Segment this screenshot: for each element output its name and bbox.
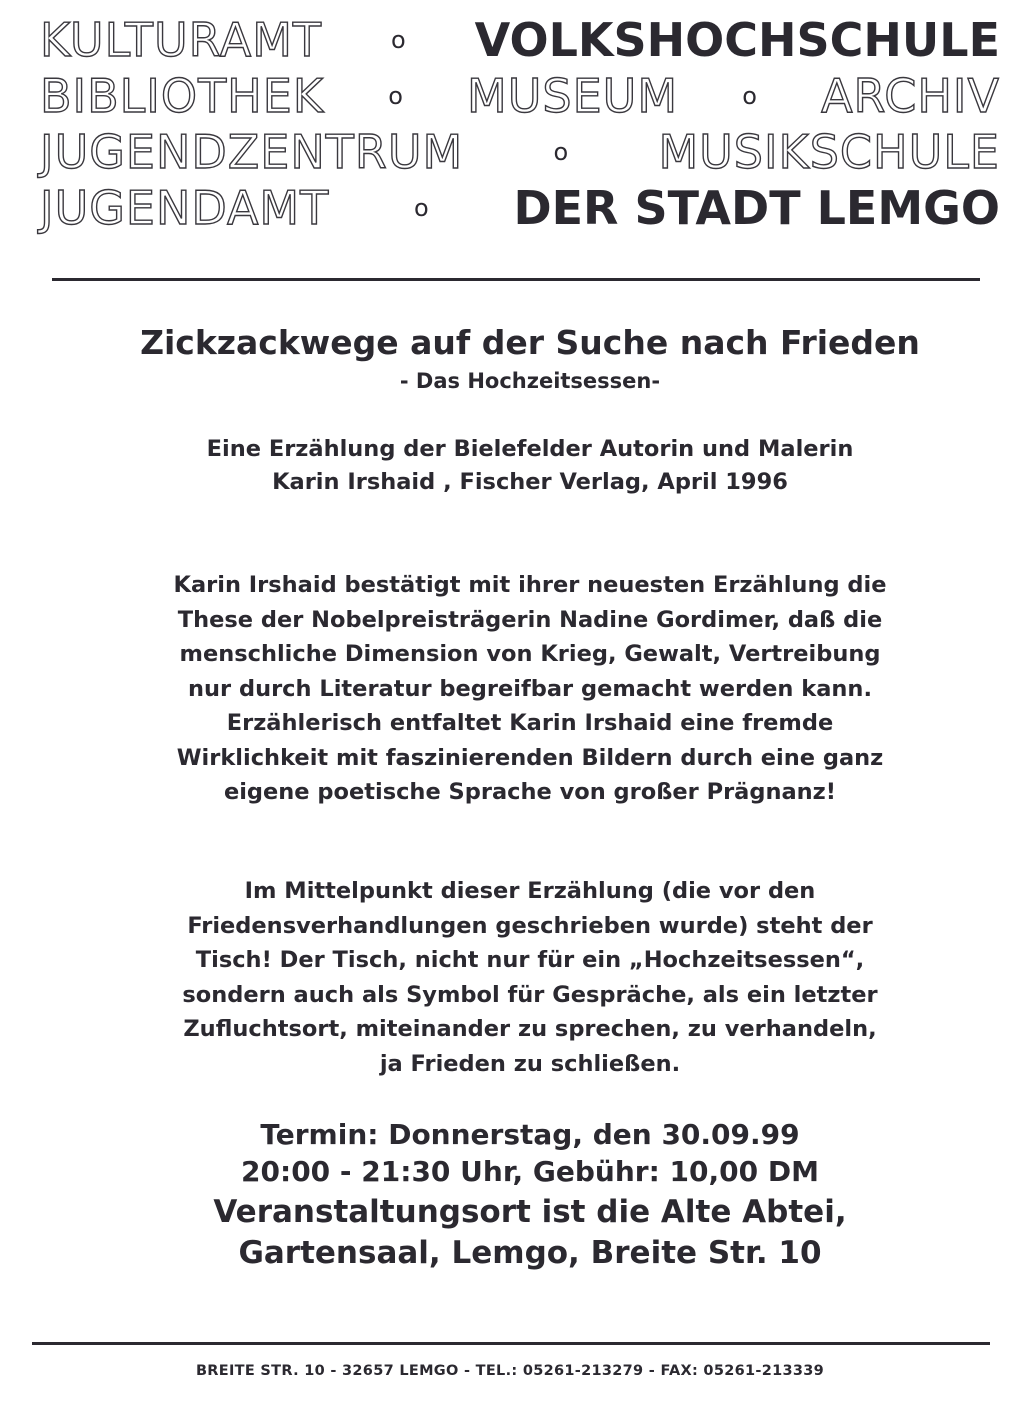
intro-line: Eine Erzählung der Bielefelder Autorin und Malerin	[206, 436, 854, 462]
separator-circle: o	[391, 26, 406, 54]
letterhead-row-3	[40, 124, 1000, 180]
separator-circle: o	[414, 194, 429, 222]
letterhead-row-1	[40, 12, 1000, 68]
bibliothek-label: BIBLIOTHEK	[40, 69, 325, 123]
paragraph-line: Zufluchtsort, miteinander zu sprechen, zu verhandeln,	[183, 1016, 877, 1042]
venue-line: Veranstaltungsort ist die Alte Abtei,	[213, 1194, 847, 1230]
paragraph-line: These der Nobelpreisträgerin Nadine Gordimer, daß die	[177, 606, 883, 633]
museum-label: MUSEUM	[467, 69, 679, 123]
top-divider	[52, 278, 980, 281]
description-paragraph-1	[60, 568, 1000, 810]
paragraph-line: Friedensverhandlungen geschrieben wurde) steht der	[187, 912, 873, 939]
separator-circle: o	[553, 138, 569, 166]
letterhead-row-2	[40, 68, 1000, 124]
jugendzentrum-label: JUGENDZENTRUM	[40, 125, 464, 179]
paragraph-line: ja Frieden zu schließen.	[379, 1050, 681, 1077]
bottom-divider	[32, 1342, 990, 1345]
paragraph-line: Karin Irshaid bestätigt mit ihrer neuesten Erzählung die	[173, 572, 887, 598]
musikschule-label: MUSIKSCHULE	[658, 125, 1000, 179]
volkshochschule-label: VOLKSHOCHSCHULE	[474, 13, 1000, 67]
letterhead	[40, 12, 1000, 236]
intro-block	[60, 433, 1000, 499]
archiv-label: ARCHIV	[821, 69, 1000, 123]
fee-line: 20:00 - 21:30 Uhr, Gebühr: 10,00 DM	[241, 1155, 819, 1188]
paragraph-line: Erzählerisch entfaltet Karin Irshaid eine fremde	[226, 710, 834, 736]
paragraph-line: Wirklichkeit mit faszinierenden Bildern durch eine ganz	[176, 744, 884, 771]
separator-circle: o	[388, 82, 403, 110]
paragraph-line: Im Mittelpunkt dieser Erzählung (die vor den	[244, 878, 816, 904]
paragraph-line: menschliche Dimension von Krieg, Gewalt, Vertreibung	[179, 641, 881, 667]
paragraph-line: eigene poetische Sprache von großer Prägnanz!	[223, 779, 837, 805]
footer-address: BREITE STR. 10 - 32657 LEMGO - TEL.: 05261-213279 - FAX: 05261-213339	[195, 1363, 825, 1379]
termin-line: Termin: Donnerstag, den 30.09.99	[260, 1118, 800, 1151]
paragraph-line: Tisch! Der Tisch, nicht nur für ein „Hochzeitsessen“,	[195, 947, 865, 973]
letterhead-row-4	[40, 180, 1000, 236]
event-subtitle: - Das Hochzeitsessen-	[399, 369, 661, 393]
der-stadt-lemgo-label: DER STADT LEMGO	[513, 181, 1000, 235]
event-date-time	[60, 1116, 1000, 1190]
event-venue	[60, 1192, 1000, 1274]
jugendamt-label: JUGENDAMT	[40, 181, 330, 235]
paragraph-line: sondern auch als Symbol für Gespräche, als ein letzter	[182, 981, 878, 1008]
intro-line: Karin Irshaid , Fischer Verlag, April 1996	[272, 469, 788, 495]
description-paragraph-2	[60, 874, 1000, 1081]
paragraph-line: nur durch Literatur begreifbar gemacht werden kann.	[188, 675, 872, 702]
kulturamt-label: KULTURAMT	[40, 13, 323, 67]
separator-circle: o	[742, 82, 757, 110]
event-title: Zickzackwege auf der Suche nach Frieden	[140, 323, 920, 362]
venue-line: Gartensaal, Lemgo, Breite Str. 10	[238, 1235, 822, 1271]
